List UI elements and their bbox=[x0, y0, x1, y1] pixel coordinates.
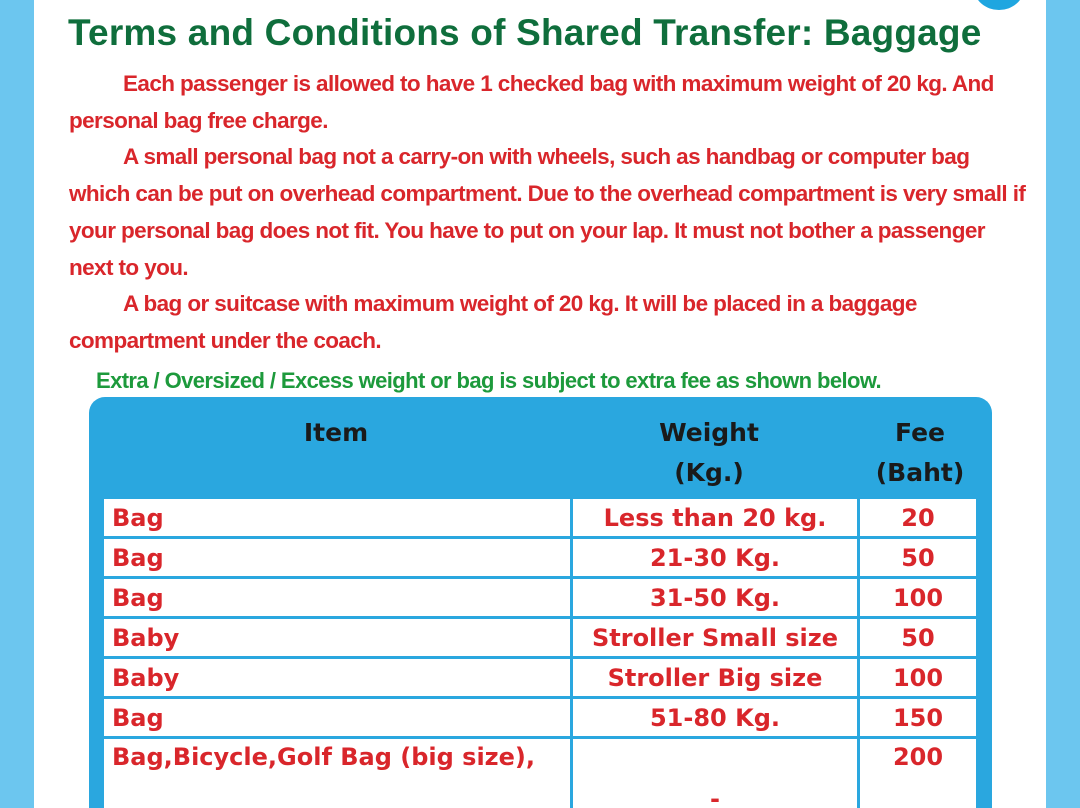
cell-weight: - bbox=[572, 738, 859, 808]
cell-fee: 50 bbox=[859, 618, 978, 658]
cell-item: Bag bbox=[103, 498, 572, 538]
document-page bbox=[34, 0, 1046, 808]
table-row bbox=[103, 498, 978, 538]
cell-weight: 31-50 Kg. bbox=[572, 578, 859, 618]
header-fee-line1: Fee bbox=[895, 418, 945, 447]
table-row bbox=[103, 658, 978, 698]
cell-weight: Less than 20 kg. bbox=[572, 498, 859, 538]
table-row bbox=[103, 578, 978, 618]
cell-item: Bag bbox=[103, 698, 572, 738]
paragraph-suitcase: A bag or suitcase with maximum weight of 20 kg. It will be placed in a baggage compartment under the coach. bbox=[69, 291, 917, 353]
cell-weight: Stroller Small size bbox=[572, 618, 859, 658]
header-fee bbox=[859, 413, 981, 493]
cell-fee: 150 bbox=[859, 698, 978, 738]
cell-fee: 200 bbox=[859, 738, 978, 808]
extra-fee-note: Extra / Oversized / Excess weight or bag is subject to extra fee as shown below. bbox=[96, 368, 882, 393]
cell-fee: 20 bbox=[859, 498, 978, 538]
table-row bbox=[103, 538, 978, 578]
header-item: Item bbox=[303, 418, 369, 447]
corner-circle-decoration bbox=[974, 0, 1024, 10]
table-row bbox=[103, 698, 978, 738]
terms-body bbox=[69, 66, 1034, 360]
cell-weight: 21-30 Kg. bbox=[572, 538, 859, 578]
cell-item: Bag,Bicycle,Golf Bag (big size), bbox=[103, 738, 572, 808]
cell-item: Bag bbox=[103, 578, 572, 618]
header-fee-line2: (Baht) bbox=[875, 458, 965, 487]
cell-fee: 50 bbox=[859, 538, 978, 578]
paragraph-personal-bag: A small personal bag not a carry-on with wheels, such as handbag or computer bag which can be put on overhead compartment. Due to the overhead compartment is very small if your personal bag does not fit. You have to put on your lap. It must not bother a passenger next to you. bbox=[69, 144, 1026, 280]
fee-table-panel bbox=[89, 397, 992, 808]
cell-item: Baby bbox=[103, 618, 572, 658]
header-weight-line2: (Kg.) bbox=[674, 458, 744, 487]
cell-weight: Stroller Big size bbox=[572, 658, 859, 698]
fee-table bbox=[101, 496, 979, 808]
table-row bbox=[103, 738, 978, 808]
header-weight-line1: Weight bbox=[659, 418, 759, 447]
cell-item: Baby bbox=[103, 658, 572, 698]
cell-fee: 100 bbox=[859, 658, 978, 698]
table-row bbox=[103, 618, 978, 658]
cell-item: Bag bbox=[103, 538, 572, 578]
paragraph-checked-bag: Each passenger is allowed to have 1 checked bag with maximum weight of 20 kg. And personal bag free charge. bbox=[69, 71, 994, 133]
cell-fee: 100 bbox=[859, 578, 978, 618]
cell-weight: 51-80 Kg. bbox=[572, 698, 859, 738]
header-weight bbox=[566, 413, 852, 493]
page-title: Terms and Conditions of Shared Transfer: Baggage bbox=[68, 12, 982, 53]
